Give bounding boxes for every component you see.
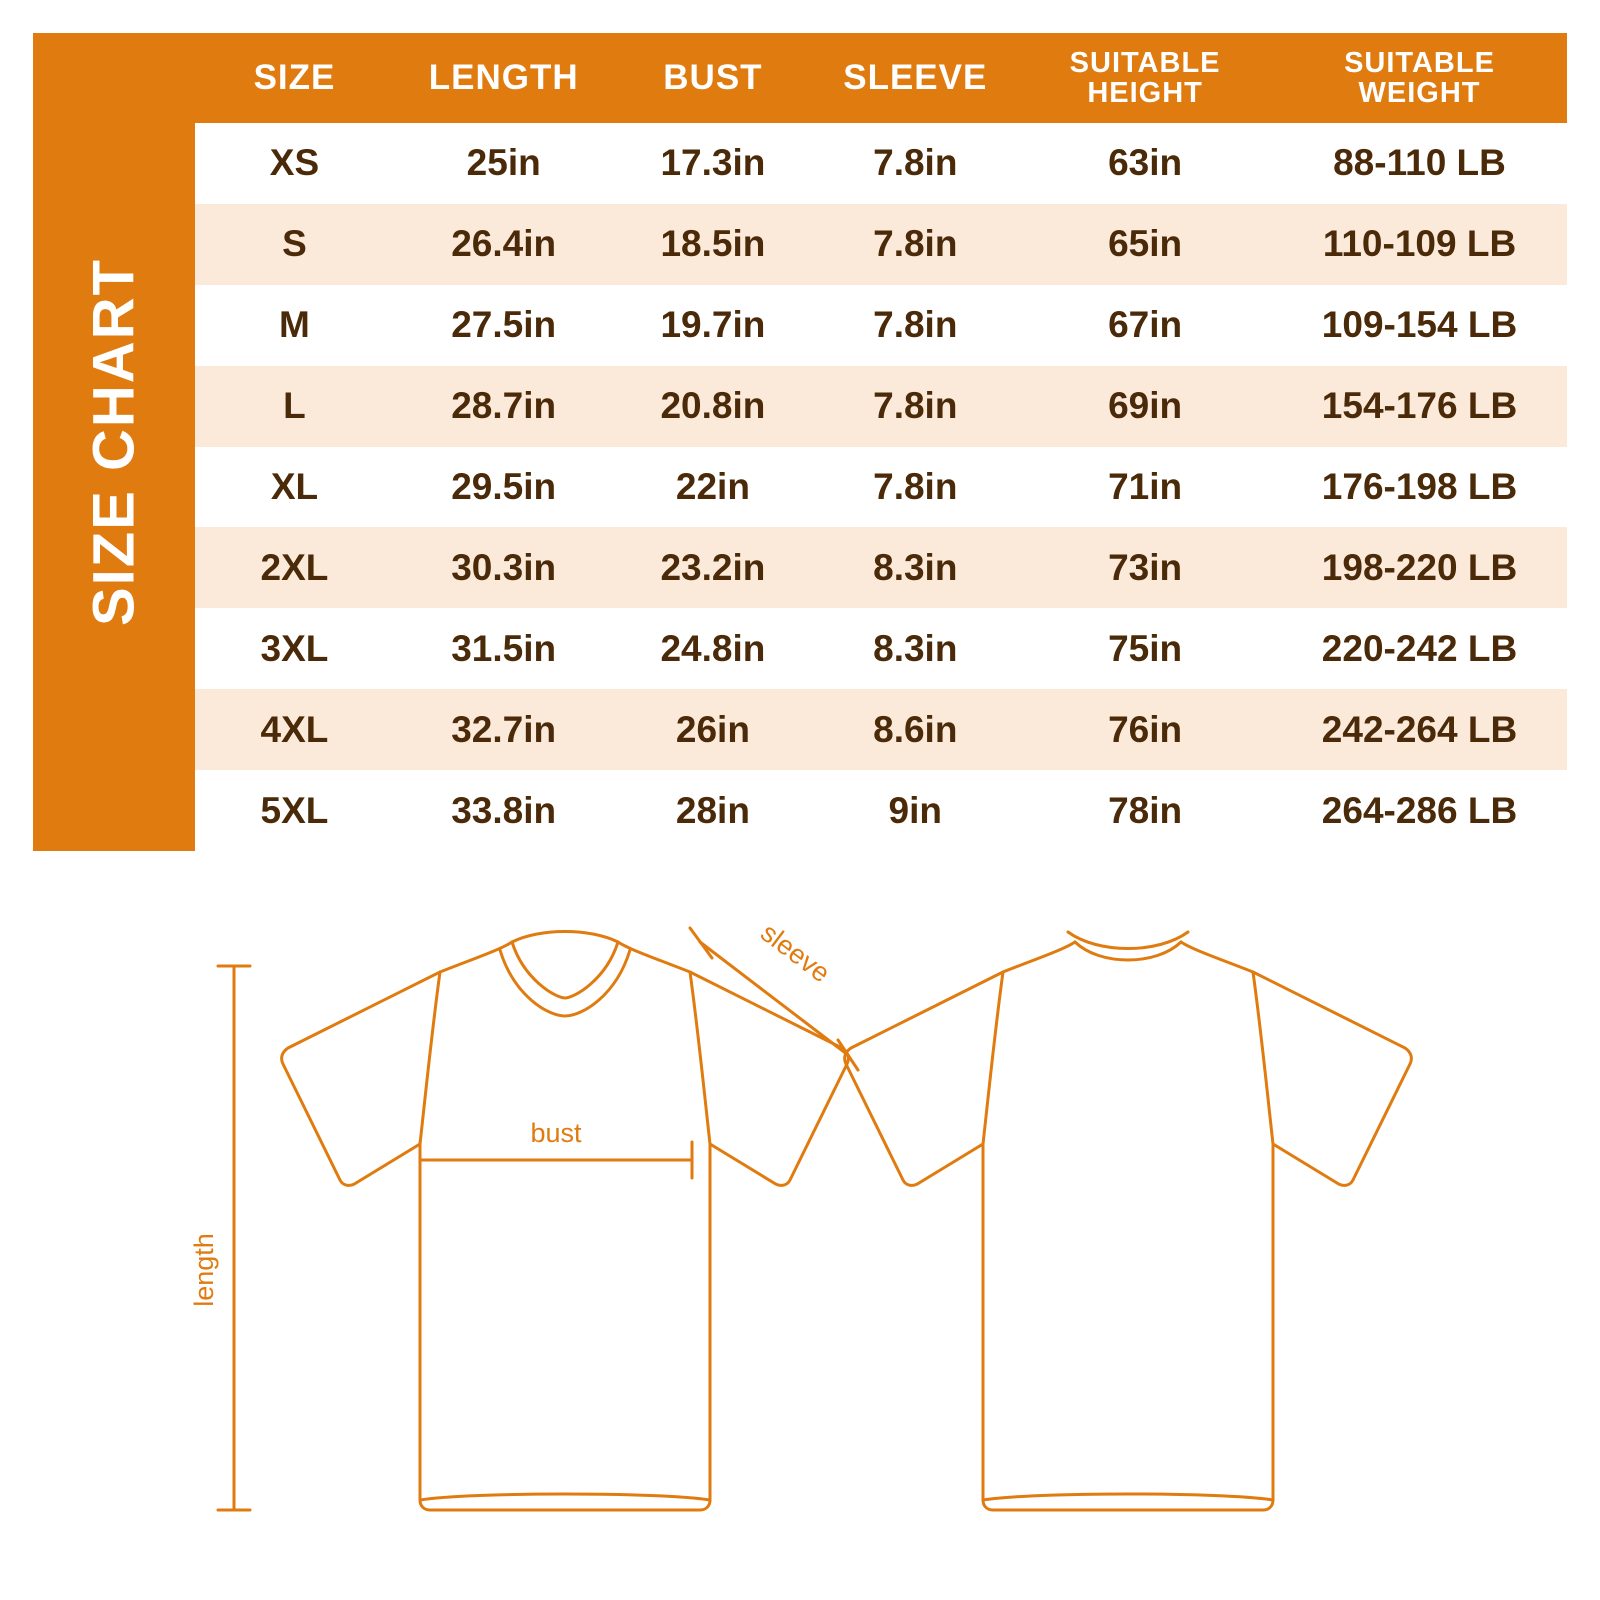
cell-sleeve: 8.3in [812,527,1018,608]
size-chart-panel [33,33,1567,851]
size-table-area [195,33,1567,851]
cell-size: 2XL [195,527,394,608]
table-row [195,204,1567,285]
cell-sleeve: 8.6in [812,689,1018,770]
cell-size: XL [195,447,394,528]
cell-weight: 264-286 LB [1272,770,1567,851]
cell-height: 67in [1018,285,1272,366]
cell-length: 31.5in [394,608,614,689]
cell-length: 30.3in [394,527,614,608]
table-row [195,608,1567,689]
column-header-bust: BUST [613,33,812,123]
tshirt-front-outline [282,932,849,1511]
column-header-suitable-height [1018,33,1272,123]
size-chart-side-label [33,33,195,851]
cell-bust: 28in [613,770,812,851]
cell-sleeve: 8.3in [812,608,1018,689]
cell-size: XS [195,123,394,204]
cell-height: 71in [1018,447,1272,528]
column-header-size: SIZE [195,33,394,123]
cell-height: 78in [1018,770,1272,851]
cell-weight: 88-110 LB [1272,123,1567,204]
column-header-suitable-height-line1: SUITABLE [1069,46,1221,79]
cell-weight: 109-154 LB [1272,285,1567,366]
cell-size: L [195,366,394,447]
cell-bust: 26in [613,689,812,770]
cell-bust: 18.5in [613,204,812,285]
table-row [195,527,1567,608]
table-header-row [195,33,1567,123]
cell-size: 4XL [195,689,394,770]
table-row [195,366,1567,447]
cell-sleeve: 7.8in [812,123,1018,204]
cell-length: 29.5in [394,447,614,528]
cell-weight: 242-264 LB [1272,689,1567,770]
column-header-suitable-weight-line1: SUITABLE [1344,46,1495,79]
cell-bust: 22in [613,447,812,528]
cell-length: 33.8in [394,770,614,851]
cell-bust: 23.2in [613,527,812,608]
cell-height: 73in [1018,527,1272,608]
cell-height: 63in [1018,123,1272,204]
sleeve-label: sleeve [755,917,836,989]
column-header-suitable-height-line2: HEIGHT [1087,77,1203,109]
cell-length: 26.4in [394,204,614,285]
cell-weight: 154-176 LB [1272,366,1567,447]
cell-length: 32.7in [394,689,614,770]
cell-size: S [195,204,394,285]
cell-sleeve: 7.8in [812,447,1018,528]
size-table [195,33,1567,851]
length-label: length [189,1233,219,1307]
cell-height: 76in [1018,689,1272,770]
cell-sleeve: 9in [812,770,1018,851]
cell-length: 27.5in [394,285,614,366]
size-chart-title: SIZE CHART [81,258,147,626]
cell-weight: 198-220 LB [1272,527,1567,608]
cell-bust: 17.3in [613,123,812,204]
cell-height: 69in [1018,366,1272,447]
cell-bust: 19.7in [613,285,812,366]
cell-length: 25in [394,123,614,204]
cell-sleeve: 7.8in [812,285,1018,366]
table-row [195,689,1567,770]
column-header-sleeve: SLEEVE [812,33,1018,123]
cell-size: 3XL [195,608,394,689]
cell-size: M [195,285,394,366]
bust-label: bust [530,1118,582,1148]
column-header-suitable-weight-line2: WEIGHT [1358,77,1481,109]
size-table-body [195,123,1567,851]
table-row [195,123,1567,204]
length-dimension [218,966,250,1510]
cell-sleeve: 7.8in [812,204,1018,285]
cell-bust: 20.8in [613,366,812,447]
cell-height: 65in [1018,204,1272,285]
size-table-head [195,33,1567,123]
cell-weight: 110-109 LB [1272,204,1567,285]
cell-length: 28.7in [394,366,614,447]
table-row [195,447,1567,528]
column-header-length: LENGTH [394,33,614,123]
cell-size: 5XL [195,770,394,851]
cell-sleeve: 7.8in [812,366,1018,447]
column-header-suitable-weight [1272,33,1567,123]
tshirt-back-outline [845,932,1412,1510]
cell-bust: 24.8in [613,608,812,689]
cell-weight: 176-198 LB [1272,447,1567,528]
table-row [195,770,1567,851]
measurement-diagram [0,880,1600,1580]
cell-height: 75in [1018,608,1272,689]
table-row [195,285,1567,366]
cell-weight: 220-242 LB [1272,608,1567,689]
